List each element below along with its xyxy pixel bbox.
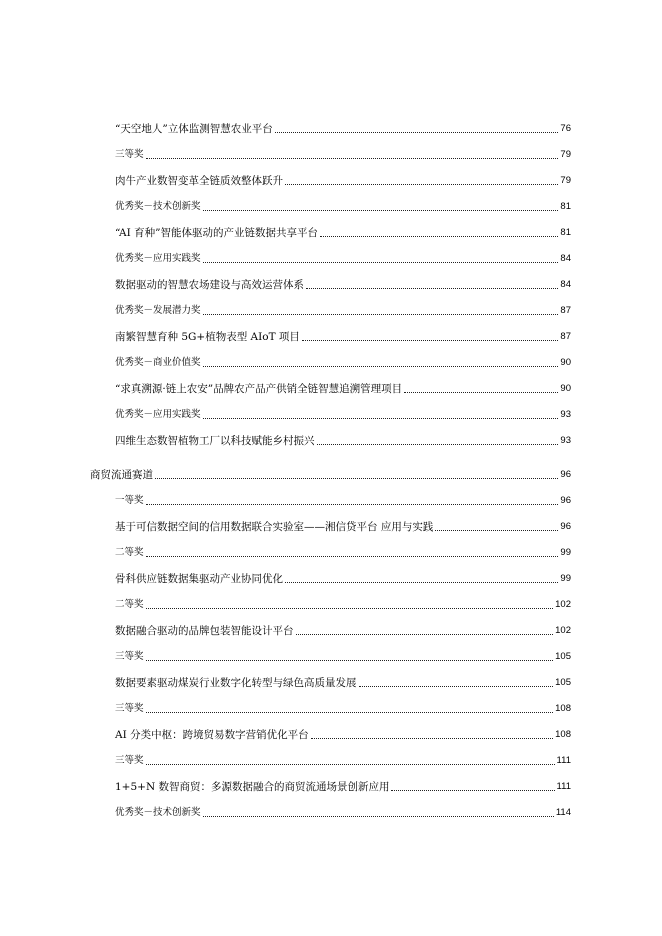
toc-section-entry[interactable] [90, 464, 571, 482]
toc-entry[interactable] [115, 326, 571, 344]
toc-entry-title: 优秀奖－技术创新奖 [115, 201, 201, 212]
toc-entry-page: 90 [560, 383, 571, 394]
toc-entry-page: 90 [560, 357, 571, 368]
toc-entry-page: 102 [555, 625, 571, 636]
toc-entry-title: 二等奖 [115, 599, 144, 610]
toc-entry[interactable] [115, 568, 571, 586]
toc-entry-title: 南繁智慧育种 5G+植物表型 AIoT 项目 [115, 331, 300, 343]
toc-entry-title: 三等奖 [115, 149, 144, 160]
dot-leader [285, 183, 558, 185]
dot-leader [203, 815, 554, 817]
toc-entry[interactable] [115, 196, 571, 214]
dot-leader [203, 209, 559, 211]
toc-entry-page: 93 [560, 435, 571, 446]
toc-entry-page: 87 [560, 331, 571, 342]
toc-entry[interactable] [115, 620, 571, 638]
toc-entry-title: 一等奖 [115, 495, 144, 506]
toc-entry-title: 优秀奖－应用实践奖 [115, 409, 201, 420]
toc-entry-page: 96 [560, 521, 571, 532]
toc-entry-title: 优秀奖－商业价值奖 [115, 357, 201, 368]
dot-leader [296, 633, 554, 635]
toc-entry[interactable] [115, 274, 571, 292]
toc-entry-title: 数据驱动的智慧农场建设与高效运营体系 [115, 279, 304, 291]
toc-entry-page: 79 [560, 149, 571, 160]
toc-entry[interactable] [115, 516, 571, 534]
toc-entry[interactable] [115, 378, 571, 396]
dot-leader [155, 477, 558, 479]
dot-leader [435, 529, 558, 531]
toc-entry[interactable] [115, 404, 571, 422]
toc-entry-title: 二等奖 [115, 547, 144, 558]
dot-leader [146, 711, 554, 713]
toc-entry-page: 93 [560, 409, 571, 420]
toc-entry[interactable] [115, 118, 571, 136]
toc-entry-page: 76 [560, 123, 571, 134]
toc-entry-page: 108 [555, 729, 571, 740]
toc-entry-page: 84 [560, 279, 571, 290]
dot-leader [285, 581, 558, 583]
dot-leader [275, 131, 559, 133]
toc-entry-page: 99 [560, 573, 571, 584]
toc-entry[interactable] [115, 352, 571, 370]
dot-leader [203, 417, 559, 419]
dot-leader [203, 313, 559, 315]
toc-entry-page: 102 [555, 599, 571, 610]
dot-leader [320, 235, 558, 237]
toc-entry[interactable] [115, 170, 571, 188]
dot-leader [391, 789, 554, 791]
toc-entry-title: 三等奖 [115, 703, 144, 714]
toc-entry-page: 81 [560, 201, 571, 212]
dot-leader [317, 443, 559, 445]
toc-entry-page: 84 [560, 253, 571, 264]
toc-entry-title: 优秀奖－发展潜力奖 [115, 305, 201, 316]
toc-entry-page: 96 [560, 495, 571, 506]
toc-entry[interactable] [115, 222, 571, 240]
toc-entry[interactable] [115, 698, 571, 716]
toc-entry[interactable] [115, 776, 571, 794]
toc-entry[interactable] [115, 430, 571, 448]
toc-section-title: 商贸流通赛道 [90, 469, 153, 481]
dot-leader [146, 763, 555, 765]
toc-entry[interactable] [115, 802, 571, 820]
toc-entry-title: 三等奖 [115, 755, 144, 766]
toc-entry[interactable] [115, 300, 571, 318]
dot-leader [146, 607, 554, 609]
toc-entry-title: 基于可信数据空间的信用数据联合实验室——湘信贷平台 应用与实践 [115, 521, 434, 533]
dot-leader [146, 659, 554, 661]
toc-entry[interactable] [115, 724, 571, 742]
toc-entry[interactable] [115, 490, 571, 508]
toc-entry-title: AI 分类中枢：跨境贸易数字营销优化平台 [115, 729, 309, 741]
dot-leader [203, 365, 559, 367]
toc-entry-title: 三等奖 [115, 651, 144, 662]
dot-leader [146, 555, 559, 557]
toc-entry-page: 111 [556, 755, 571, 766]
toc-entry-page: 108 [555, 703, 571, 714]
toc-entry-page: 99 [560, 547, 571, 558]
toc-entry[interactable] [115, 542, 571, 560]
toc-entry-title: 优秀奖－应用实践奖 [115, 253, 201, 264]
toc-entry[interactable] [115, 750, 571, 768]
dot-leader [404, 391, 558, 393]
toc-entry-page: 111 [556, 781, 571, 792]
toc-entry-title: “天空地人”立体监测智慧农业平台 [115, 123, 273, 135]
toc-entry-page: 105 [555, 651, 571, 662]
dot-leader [359, 685, 554, 687]
toc-entry[interactable] [115, 646, 571, 664]
toc-entry-page: 81 [560, 227, 571, 238]
toc-entry-page: 96 [560, 469, 571, 480]
dot-leader [146, 503, 559, 505]
dot-leader [203, 261, 559, 263]
toc-entry-title: 数据要素驱动煤炭行业数字化转型与绿色高质量发展 [115, 677, 357, 689]
toc-entry-page: 114 [555, 807, 571, 818]
toc-entry-page: 79 [560, 175, 571, 186]
dot-leader [302, 339, 558, 341]
toc-entry-title: “求真溯源·链上农安”品牌农产品产供销全链智慧追溯管理项目 [115, 383, 403, 395]
toc-entry-title: “AI 育种”智能体驱动的产业链数据共享平台 [115, 227, 318, 239]
toc-entry[interactable] [115, 594, 571, 612]
toc-entry-title: 数据融合驱动的品牌包装智能设计平台 [115, 625, 294, 637]
toc-entry-title: 骨科供应链数据集驱动产业协同优化 [115, 573, 283, 585]
toc-entry[interactable] [115, 248, 571, 266]
toc-entry-page: 87 [560, 305, 571, 316]
toc-entry-title: 四维生态数智植物工厂以科技赋能乡村振兴 [115, 435, 315, 447]
toc-entry[interactable] [115, 672, 571, 690]
toc-entry-title: 1+5+N 数智商贸：多源数据融合的商贸流通场景创新应用 [115, 781, 390, 793]
toc-entry-title: 优秀奖－技术创新奖 [115, 807, 201, 818]
dot-leader [146, 157, 559, 159]
toc-entry-page: 105 [555, 677, 571, 688]
dot-leader [306, 287, 558, 289]
dot-leader [311, 737, 554, 739]
toc-entry[interactable] [115, 144, 571, 162]
toc-entry-title: 肉牛产业数智变革全链质效整体跃升 [115, 175, 283, 187]
